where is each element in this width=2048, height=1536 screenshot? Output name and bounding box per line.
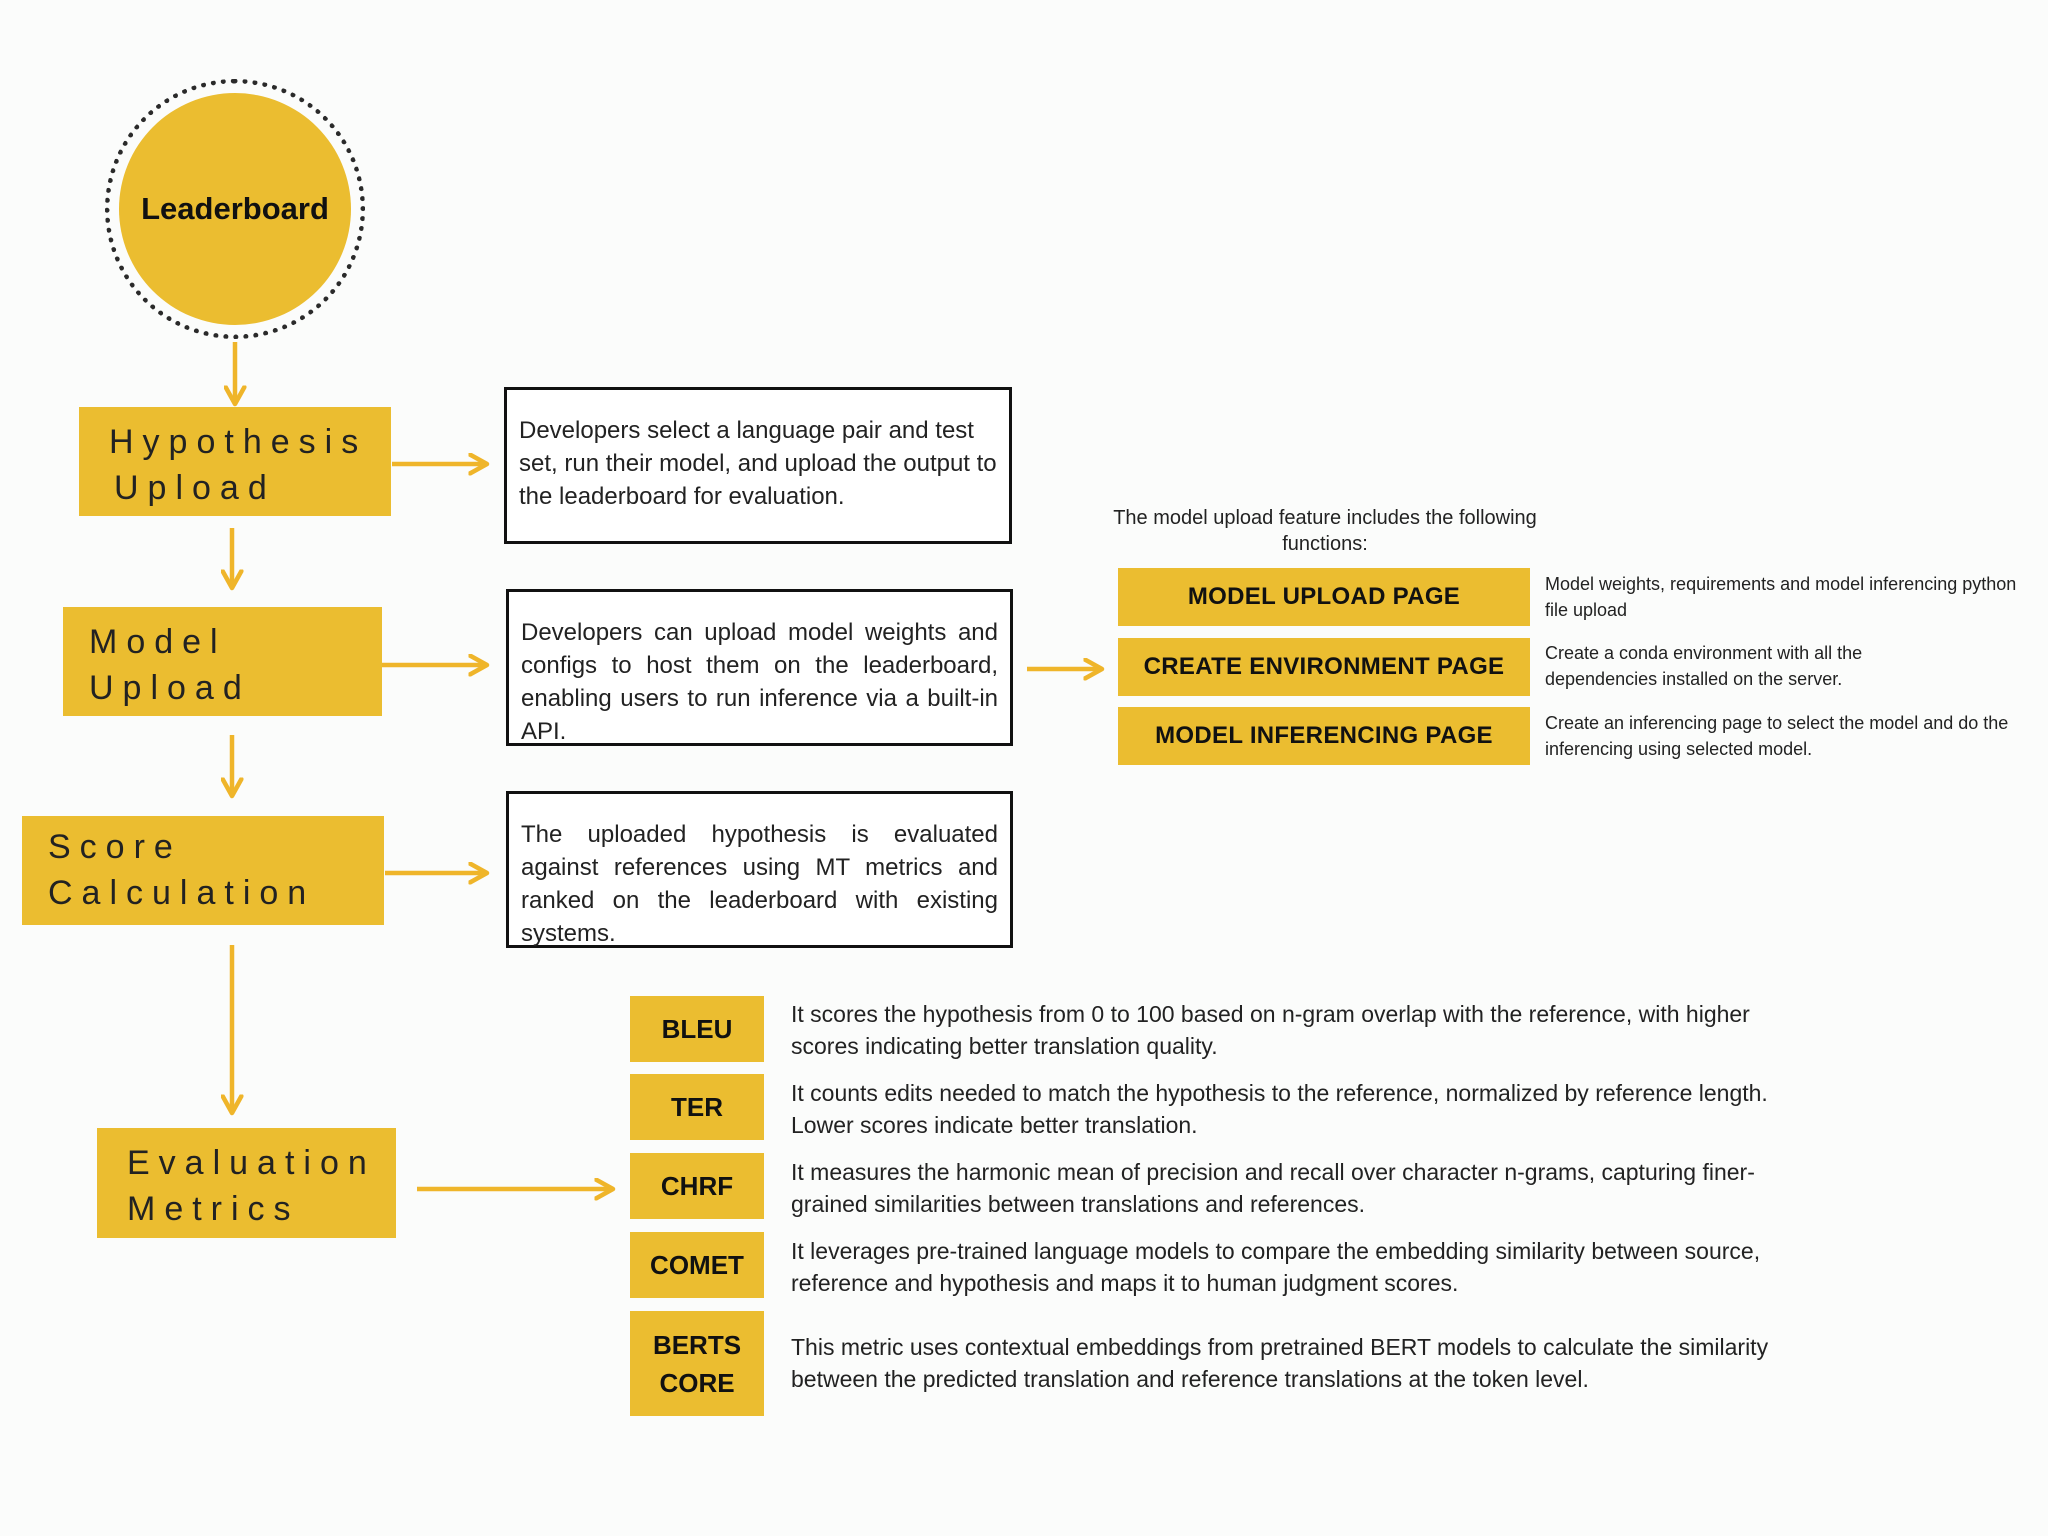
metric-chrf [630,1153,764,1219]
feature-create-environment-page [1118,638,1530,696]
desc-model-text: Developers can upload model weights and configs to host them on the leaderboard, enabling users to run inference via a built-in API. [521,619,998,745]
step-score-line1: Score [48,828,182,866]
metric-name: BLEU [661,1014,733,1044]
step-hypothesis-line2: Upload [114,469,276,507]
metric-bertscore [630,1311,764,1416]
step-model-line2: Upload [89,669,251,707]
leaderboard-label: Leaderboard [141,191,329,226]
metric-ter [630,1074,764,1140]
step-model-line1: Model [89,623,227,661]
metric-name-line1: BERTS [652,1329,742,1360]
feature-create-environment-desc: Create a conda environment with all the dependencies installed on the server. [1545,643,1863,689]
metric-ter-desc: It counts edits needed to match the hypothesis to the reference, normalized by reference length. Lower scores indicate better translation. [791,1080,1768,1138]
metric-name-line2: CORE [659,1367,735,1398]
metric-name: CHRF [660,1171,734,1201]
step-evaluation-metrics [97,1128,396,1238]
feature-name: CREATE ENVIRONMENT PAGE [1143,653,1505,680]
metric-chrf-desc: It measures the harmonic mean of precision and recall over character n-grams, capturing finer-grained similarities between translations and references. [791,1159,1755,1217]
feature-model-upload-desc: Model weights, requirements and model inferencing python file upload [1545,574,2017,620]
metric-comet [630,1232,764,1298]
feature-model-upload-page [1118,568,1530,626]
step-evaluation-line1: Evaluation [127,1144,376,1182]
desc-model-upload [506,589,1013,746]
metric-bertscore-desc: This metric uses contextual embeddings from pretrained BERT models to calculate the similarity between the predicted translation and reference translations at the token level. [791,1334,1769,1392]
feature-name: MODEL UPLOAD PAGE [1187,583,1461,610]
step-score-line2: Calculation [48,874,316,912]
feature-model-inferencing-desc: Create an inferencing page to select the model and do the inferencing using selected model. [1545,713,2009,759]
features-intro: The model upload feature includes the following functions: [1113,507,1537,555]
step-evaluation-line2: Metrics [127,1190,300,1228]
step-hypothesis-upload [79,407,391,516]
metric-comet-desc: It leverages pre-trained language models to compare the embedding similarity between source, reference and hypothesis and maps it to human judgment scores. [791,1238,1761,1296]
metric-bleu [630,996,764,1062]
desc-hypothesis-upload [504,387,1012,544]
desc-score-calculation [506,791,1013,948]
desc-hypothesis-text: Developers select a language pair and test set, run their model, and upload the output to the leaderboard for evaluation. [519,417,997,510]
feature-name: MODEL INFERENCING PAGE [1155,722,1493,749]
step-hypothesis-line1: Hypothesis [109,423,368,461]
metric-bleu-desc: It scores the hypothesis from 0 to 100 based on n-gram overlap with the reference, with higher scores indicating better translation quality. [791,1001,1750,1059]
step-score-calculation [22,816,384,925]
step-model-upload [63,607,382,716]
feature-model-inferencing-page [1118,707,1530,765]
desc-score-text: The uploaded hypothesis is evaluated against references using MT metrics and ranked on the leaderboard with existing systems. [521,821,998,947]
metric-name: TER [671,1092,723,1122]
leaderboard-circle [119,93,351,325]
metric-name: COMET [650,1250,744,1280]
